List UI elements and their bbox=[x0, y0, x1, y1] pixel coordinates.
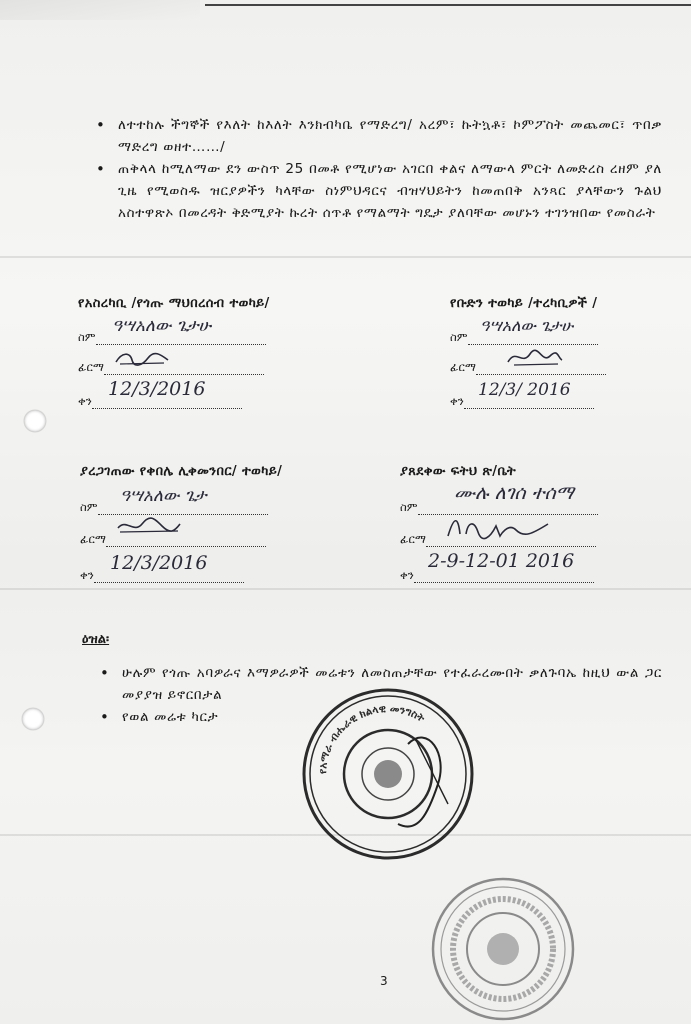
page-corner-fold bbox=[0, 0, 200, 20]
name-label: ስም bbox=[450, 330, 468, 344]
page-top-edge bbox=[205, 4, 691, 6]
annex-item: • ሁሉም የጎጡ አባዎራና እማዎራዎች መሬቱን ለመስጠታቸው የተፈራረሙበት ቃለጉባኤ ከዚህ ውል ጋር መያያዝ ይኖርበታል bbox=[96, 662, 662, 706]
handwritten-name: ዓሣአለው ጌታ bbox=[120, 486, 207, 506]
annex-title: ዕዝል፡ bbox=[82, 632, 110, 647]
punch-hole bbox=[24, 410, 46, 432]
stamp-ring-text: የአማራ ብሔራዊ ክልላዊ መንግስት bbox=[316, 702, 427, 775]
name-label: ስም bbox=[78, 330, 96, 344]
handwritten-name: ዓሣአለው ጌታሁ bbox=[112, 316, 211, 336]
handwritten-date: 2-9-12-01 2016 bbox=[428, 550, 575, 572]
date-label: ቀን bbox=[80, 568, 94, 582]
punch-hole bbox=[22, 708, 44, 730]
signature-block-handing-over bbox=[78, 296, 348, 416]
handwritten-signature bbox=[504, 346, 564, 370]
svg-text:የአማራ ብሔራዊ ክልላዊ መንግስት bbox=[317, 703, 428, 774]
paper-fold-line bbox=[0, 256, 691, 258]
obligation-item: • ጠቅላላ ከሚለማው ደን ውስጥ 25 በመቶ የሚሆነው አገርበ ቀልና ለማውላ ምርት ለመድረስ ረዘም ያለ ጊዜ የሚወስዱ ዝርያዎችን ካላቸው ስነምህዳርና ብዝሃህይትን ከመጠበቅ አንጻር ያላቸውን ጉልህ አስተዋጽኦ በመረዳት ቅድሚያት ኩረት ሰጥቶ የማልማት ግዴታ ያለባቸው መሆኑን ተገንዝበው የመስራት bbox=[92, 158, 662, 224]
obligation-item: • ለተተከሉ ችግኞች የእለት ከእለት እንክብካቤ የማድረግ/ አረም፣ ኩትኳቶ፣ ኮምፖስት መጨመር፣ ጥበቃ ማድረግ ወዘተ……/ bbox=[92, 114, 662, 158]
page-number: 3 bbox=[380, 974, 388, 988]
name-label: ስም bbox=[80, 500, 98, 514]
handwritten-signature bbox=[112, 348, 172, 370]
date-label: ቀን bbox=[78, 394, 92, 408]
signatory-title: የቡድን ተወካይ /ተረካቢዎች / bbox=[450, 296, 598, 311]
signature-block-receiving-team bbox=[450, 296, 680, 416]
handwritten-signature bbox=[444, 512, 554, 542]
date-label: ቀን bbox=[400, 568, 414, 582]
faint-stamp bbox=[428, 874, 578, 1024]
date-label: ቀን bbox=[450, 394, 464, 408]
official-stamp bbox=[298, 684, 478, 864]
handwritten-name: ዓሣአለው ጌታሁ bbox=[480, 316, 574, 335]
signature-label: ፊርማ bbox=[450, 360, 476, 374]
signature-label: ፊርማ bbox=[80, 532, 106, 546]
handwritten-date: 12/3/2016 bbox=[110, 552, 208, 574]
signature-block-kebele-chairman bbox=[80, 464, 360, 584]
signatory-title: የአስረካቢ /የጎጡ ማህበረሰብ ተወካይ/ bbox=[78, 296, 270, 311]
obligations-list bbox=[92, 114, 662, 224]
signature-label: ፊርማ bbox=[78, 360, 104, 374]
paper-fold-line bbox=[0, 588, 691, 590]
signature-block-justice-office bbox=[400, 464, 680, 584]
annex-item: • የወል መሬቱ ካርታ bbox=[96, 706, 662, 728]
handwritten-date: 12/3/2016 bbox=[108, 378, 206, 400]
signature-label: ፊርማ bbox=[400, 532, 426, 546]
handwritten-name: ሙሉ ለገሰ ተሰማ bbox=[454, 482, 574, 504]
name-label: ስም bbox=[400, 500, 418, 514]
signatory-title: ያረጋገጠው የቀበሌ ሊቀመንበር/ ተወካይ/ bbox=[80, 464, 283, 479]
handwritten-signature bbox=[114, 514, 184, 538]
signatory-title: ያጸደቀው ፍትህ ጽ/ቤት bbox=[400, 464, 517, 479]
handwritten-date: 12/3/ 2016 bbox=[478, 380, 571, 400]
